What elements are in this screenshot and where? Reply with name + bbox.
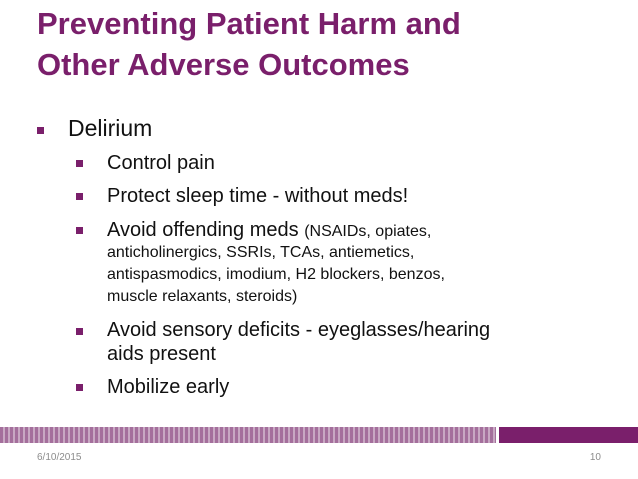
sub-bullet-mobilize: Mobilize early [107,376,230,398]
bullet-delirium: Delirium [68,115,153,141]
sub-bullet-control-pain: Control pain [107,152,215,174]
avoid-meds-main: Avoid offending meds [107,219,299,241]
slide-title [37,3,627,85]
sub-bullet-sensory-line-1: Avoid sensory deficits - eyeglasses/hearing [107,319,491,341]
avoid-meds-detail-1: (NSAIDs, opiates, [304,223,432,240]
footer-date: 6/10/2015 [37,452,82,463]
sub-bullet-sensory-line-2: aids present [107,343,216,365]
avoid-meds-detail-2: anticholinergics, SSRIs, TCAs, antiemetics, [107,244,415,261]
sub-bullet-protect-sleep: Protect sleep time - without meds! [107,185,409,207]
slide-title-line-1: Preventing Patient Harm and [37,6,461,41]
bullet-marker [37,127,44,134]
sub-bullet-marker [76,384,83,391]
footer-band-solid [499,427,638,443]
avoid-meds-detail-4: muscle relaxants, steroids) [107,288,298,305]
sub-bullet-marker [76,193,83,200]
sub-bullet-marker [76,227,83,234]
footer-page-number: 10 [589,452,601,463]
footer-band-striped [0,427,496,443]
sub-bullet-marker [76,328,83,335]
avoid-meds-detail-3: antispasmodics, imodium, H2 blockers, benzos, [107,266,445,283]
sub-bullet-avoid-meds [107,219,431,243]
slide-title-line-2: Other Adverse Outcomes [37,47,410,82]
footer-band [0,427,638,443]
sub-bullet-marker [76,160,83,167]
